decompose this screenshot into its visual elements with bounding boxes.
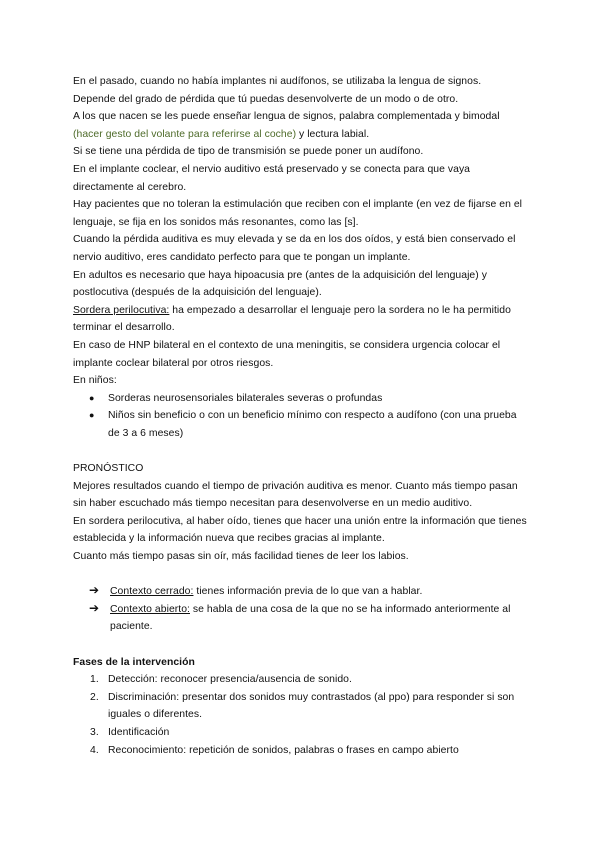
pronostico-paragraph: Cuanto más tiempo pasas sin oír, más facilidad tienes de leer los labios. <box>73 551 409 563</box>
arrow-marker: ➔ <box>89 600 100 615</box>
bullet-marker: ● <box>89 392 95 403</box>
paragraph-hnp: En caso de HNP bilateral en el contexto de una meningitis, se considera urgencia colocar el implante coclear bilateral por otros riesgos. <box>73 339 501 369</box>
pronostico-paragraph: Mejores resultados cuando el tiempo de privación auditiva es menor. Cuanto más tiempo pasan sin haber escuchado más tiempo necesitan para desenvolverse en un medio auditivo. <box>73 480 518 510</box>
paragraph-nacen-text: A los que nacen se les puede enseñar lengua de signos, palabra complementada y bimodal <box>73 111 500 123</box>
document-page <box>73 73 528 759</box>
paragraph-grado: Depende del grado de pérdida que tú puedas desenvolverte de un modo o de otro. <box>73 93 459 105</box>
paragraph-nacen-end: y lectura labial. <box>296 128 370 140</box>
ninos-label: En niños: <box>73 375 117 387</box>
pronostico-heading: PRONÓSTICO <box>73 463 144 475</box>
sordera-text: ha empezado a desarrollar el lenguaje pero la sordera no le ha permitido terminar el desarrollo. <box>73 304 511 334</box>
fase-text: Discriminación: presentar dos sonidos muy contrastados (al ppo) para responder si son iguales o diferentes. <box>108 691 515 721</box>
arrow-marker: ➔ <box>89 583 100 598</box>
paragraph-transmision: Si se tiene una pérdida de tipo de transmisión se puede poner un audífono. <box>73 146 424 158</box>
list-item <box>73 671 528 689</box>
bullet-marker: ● <box>89 410 95 421</box>
contexto-abierto-text: se habla de una cosa de la que no se ha informado anteriormente al paciente. <box>110 603 511 633</box>
list-item <box>73 390 528 408</box>
fase-text: Reconocimiento: repetición de sonidos, palabras o frases en campo abierto <box>108 744 459 756</box>
list-item <box>73 407 528 442</box>
list-item <box>73 724 528 742</box>
paragraph-adultos: En adultos es necesario que haya hipoacusia pre (antes de la adquisición del lenguaje) y postlocutiva (después de la adquisición del lenguaje). <box>73 269 487 299</box>
contexto-cerrado-text: tienes información previa de lo que van a hablar. <box>193 586 423 598</box>
fase-text: Detección: reconocer presencia/ausencia de sonido. <box>108 674 352 686</box>
list-item <box>73 689 528 724</box>
paragraph-implante-coclear: En el implante coclear, el nervio auditivo está preservado y se conecta para que vaya directamente al cerebro. <box>73 163 471 193</box>
paragraph-pasado: En el pasado, cuando no había implantes ni audífonos, se utilizaba la lengua de signos. <box>73 76 482 87</box>
list-item <box>73 601 528 636</box>
bullet-text: Niños sin beneficio o con un beneficio mínimo con respecto a audífono (con una prueba de 3 a 6 meses) <box>108 410 517 439</box>
list-item <box>73 583 528 601</box>
fase-text: Identificación <box>108 726 170 738</box>
pronostico-paragraph: En sordera perilocutiva, al haber oído, tienes que hacer una unión entre la información que tienes establecida y la información nueva que recibes gracias al implante. <box>73 515 527 545</box>
list-number: 2. <box>90 691 99 703</box>
list-number: 4. <box>90 744 99 756</box>
paragraph-sordera-perilocutiva <box>73 302 528 337</box>
contexto-abierto-term: Contexto abierto: <box>110 603 190 615</box>
sordera-term: Sordera perilocutiva: <box>73 304 170 316</box>
list-item <box>73 742 528 760</box>
contexto-cerrado-term: Contexto cerrado: <box>110 586 194 598</box>
paragraph-pacientes: Hay pacientes que no toleran la estimulación que reciben con el implante (en vez de fijarse en el lenguaje, se fija en los sonidos más resonantes, como las [s]. <box>73 199 523 228</box>
bullet-text: Sorderas neurosensoriales bilaterales severas o profundas <box>108 392 383 404</box>
paragraph-perdida-elevada: Cuando la pérdida auditiva es muy elevada y se da en los dos oídos, y está bien conservado el nervio auditivo, eres candidato perfecto para que te pongan un implante. <box>73 234 516 263</box>
list-number: 1. <box>90 674 99 686</box>
paragraph-nacen <box>73 108 528 143</box>
paragraph-nacen-note: (hacer gesto del volante para referirse al coche) <box>73 128 297 140</box>
fases-heading: Fases de la intervención <box>73 656 195 668</box>
list-number: 3. <box>90 726 99 738</box>
